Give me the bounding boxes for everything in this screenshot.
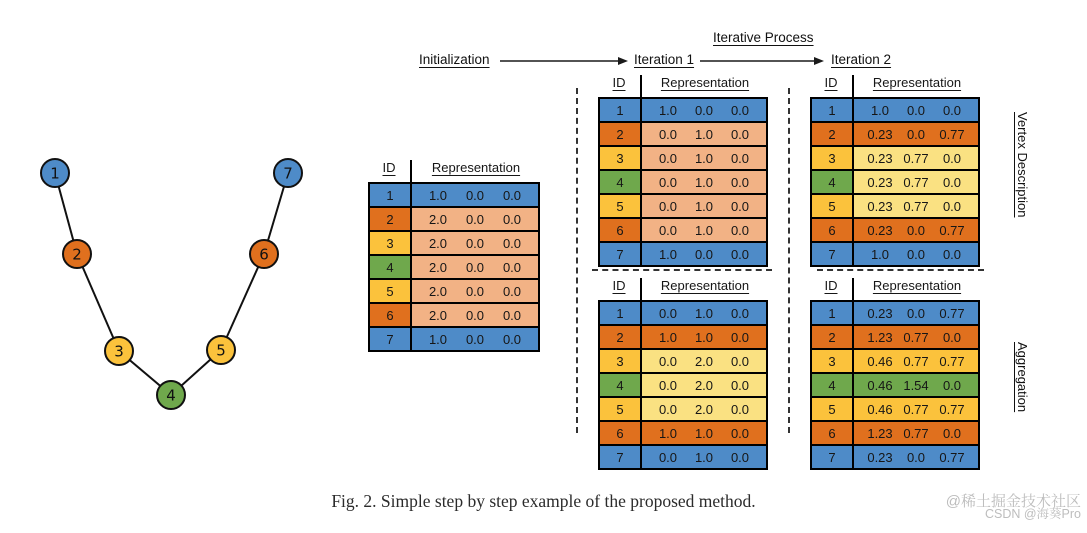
representation-value: 0.0 xyxy=(906,449,926,465)
representation-cell xyxy=(642,99,766,121)
representation-value: 1.0 xyxy=(870,246,890,262)
representation-column-header xyxy=(642,75,768,97)
id-cell: 6 xyxy=(370,304,412,326)
representation-header-label: Representation xyxy=(660,75,750,90)
representation-value: 0.0 xyxy=(730,174,750,190)
representation-header-label: Representation xyxy=(660,278,750,293)
table-row xyxy=(370,326,538,350)
representation-cell xyxy=(412,280,538,302)
table-body xyxy=(810,97,980,267)
representation-value: 0.0 xyxy=(730,305,750,321)
table-body xyxy=(598,97,768,267)
representation-value: 1.0 xyxy=(694,449,714,465)
representation-value: 0.77 xyxy=(903,329,929,345)
representation-value: 1.0 xyxy=(658,246,678,262)
table-row xyxy=(812,99,978,121)
representation-cell xyxy=(854,219,978,241)
representation-value: 0.0 xyxy=(502,331,522,347)
id-header-label: ID xyxy=(612,278,626,293)
id-cell: 4 xyxy=(812,374,854,396)
representation-value: 0.46 xyxy=(867,353,893,369)
representation-value: 0.0 xyxy=(906,126,926,142)
representation-value: 2.0 xyxy=(428,307,448,323)
table-row xyxy=(812,145,978,169)
table-row xyxy=(370,184,538,206)
representation-value: 0.0 xyxy=(465,211,485,227)
representation-value: 0.23 xyxy=(867,449,893,465)
representation-cell xyxy=(854,147,978,169)
arrowhead-iter2-icon xyxy=(814,57,824,65)
representation-value: 0.0 xyxy=(906,222,926,238)
representation-value: 1.0 xyxy=(694,126,714,142)
representation-cell xyxy=(642,219,766,241)
representation-value: 0.77 xyxy=(903,353,929,369)
representation-value: 0.0 xyxy=(730,449,750,465)
representation-value: 1.0 xyxy=(694,198,714,214)
id-cell: 4 xyxy=(600,374,642,396)
representation-value: 0.0 xyxy=(658,449,678,465)
table-row xyxy=(600,324,766,348)
dashed-separator-left xyxy=(576,88,578,433)
id-cell: 7 xyxy=(600,446,642,468)
representation-value: 0.0 xyxy=(730,102,750,118)
representation-cell xyxy=(642,446,766,468)
representation-cell xyxy=(412,304,538,326)
representation-value: 0.0 xyxy=(942,174,962,190)
dashed-separator-iter2-horizontal xyxy=(817,269,984,271)
representation-cell xyxy=(642,326,766,348)
table-row xyxy=(812,396,978,420)
representation-value: 0.0 xyxy=(730,377,750,393)
representation-value: 0.23 xyxy=(867,174,893,190)
dashed-separator-iter1-horizontal xyxy=(592,269,772,271)
representation-value: 0.0 xyxy=(502,187,522,203)
representation-value: 0.0 xyxy=(658,353,678,369)
representation-value: 0.77 xyxy=(939,305,965,321)
table-header xyxy=(810,75,980,97)
representation-value: 0.0 xyxy=(658,174,678,190)
representation-value: 1.0 xyxy=(870,102,890,118)
table-row xyxy=(600,121,766,145)
representation-value: 0.0 xyxy=(465,331,485,347)
representation-value: 0.23 xyxy=(867,305,893,321)
graph-node-label: 3 xyxy=(114,342,124,361)
table-row xyxy=(370,278,538,302)
id-cell: 3 xyxy=(812,350,854,372)
representation-value: 0.77 xyxy=(903,425,929,441)
id-cell: 6 xyxy=(812,219,854,241)
id-cell: 7 xyxy=(600,243,642,265)
graph-node-label: 6 xyxy=(259,245,269,264)
representation-value: 0.77 xyxy=(903,401,929,417)
representation-value: 0.0 xyxy=(465,235,485,251)
table-row xyxy=(600,348,766,372)
representation-value: 0.0 xyxy=(730,246,750,262)
representation-cell xyxy=(642,243,766,265)
graph-node-label: 1 xyxy=(50,164,60,183)
id-cell: 1 xyxy=(812,302,854,324)
representation-value: 0.46 xyxy=(867,401,893,417)
representation-cell xyxy=(854,195,978,217)
representation-value: 1.0 xyxy=(658,102,678,118)
id-header-label: ID xyxy=(612,75,626,90)
representation-value: 0.0 xyxy=(502,235,522,251)
representation-column-header xyxy=(854,75,980,97)
representation-value: 1.23 xyxy=(867,425,893,441)
vertex-description-side-label: Vertex Description xyxy=(1015,112,1030,218)
representation-value: 1.0 xyxy=(428,187,448,203)
representation-value: 2.0 xyxy=(694,401,714,417)
table-row xyxy=(600,169,766,193)
table-row xyxy=(812,302,978,324)
representation-value: 0.0 xyxy=(694,246,714,262)
id-cell: 7 xyxy=(812,243,854,265)
iteration2-aggregation-table xyxy=(810,278,980,470)
initialization-table xyxy=(368,160,540,352)
table-row xyxy=(600,217,766,241)
id-cell: 4 xyxy=(370,256,412,278)
graph-node-label: 2 xyxy=(72,245,82,264)
iterative-process-label: Iterative Process xyxy=(713,30,814,45)
representation-cell xyxy=(412,208,538,230)
watermark-line2: CSDN @海葵Pro xyxy=(984,506,1081,521)
id-cell: 4 xyxy=(600,171,642,193)
id-cell: 2 xyxy=(600,326,642,348)
id-cell: 5 xyxy=(370,280,412,302)
id-cell: 3 xyxy=(600,350,642,372)
flow-arrows xyxy=(0,0,1087,80)
table-row xyxy=(600,302,766,324)
table-header xyxy=(810,278,980,300)
id-cell: 4 xyxy=(812,171,854,193)
iteration-2-label: Iteration 2 xyxy=(831,52,892,67)
representation-value: 1.0 xyxy=(658,329,678,345)
graph-node-label: 7 xyxy=(283,164,293,183)
representation-value: 0.0 xyxy=(730,126,750,142)
id-header-label: ID xyxy=(382,160,396,175)
representation-value: 0.23 xyxy=(867,150,893,166)
representation-cell xyxy=(642,123,766,145)
table-row xyxy=(600,396,766,420)
table-row xyxy=(370,206,538,230)
representation-header-label: Representation xyxy=(872,278,962,293)
iteration2-vertex-description-table xyxy=(810,75,980,267)
id-cell: 2 xyxy=(812,123,854,145)
representation-value: 0.0 xyxy=(465,283,485,299)
representation-value: 0.0 xyxy=(906,246,926,262)
id-header-label: ID xyxy=(824,75,838,90)
representation-value: 2.0 xyxy=(428,259,448,275)
table-row xyxy=(812,121,978,145)
representation-cell xyxy=(642,302,766,324)
table-header xyxy=(368,160,540,182)
representation-value: 0.0 xyxy=(658,401,678,417)
representation-value: 0.23 xyxy=(867,222,893,238)
id-cell: 5 xyxy=(812,195,854,217)
representation-cell xyxy=(412,328,538,350)
representation-cell xyxy=(412,256,538,278)
representation-cell xyxy=(854,123,978,145)
representation-value: 2.0 xyxy=(428,211,448,227)
representation-value: 1.0 xyxy=(694,329,714,345)
representation-cell xyxy=(642,350,766,372)
representation-value: 0.77 xyxy=(939,449,965,465)
id-cell: 3 xyxy=(812,147,854,169)
representation-value: 0.0 xyxy=(502,211,522,227)
representation-header-label: Representation xyxy=(872,75,962,90)
representation-value: 0.0 xyxy=(694,102,714,118)
representation-value: 1.0 xyxy=(658,425,678,441)
table-row xyxy=(600,241,766,265)
representation-value: 0.0 xyxy=(502,283,522,299)
representation-cell xyxy=(854,302,978,324)
representation-value: 1.0 xyxy=(694,305,714,321)
representation-value: 0.77 xyxy=(903,150,929,166)
id-cell: 5 xyxy=(812,398,854,420)
representation-cell xyxy=(854,398,978,420)
table-body xyxy=(368,182,540,352)
representation-value: 0.0 xyxy=(942,102,962,118)
representation-value: 0.0 xyxy=(730,222,750,238)
id-cell: 3 xyxy=(600,147,642,169)
id-cell: 1 xyxy=(600,302,642,324)
id-cell: 6 xyxy=(812,422,854,444)
representation-value: 0.0 xyxy=(465,307,485,323)
representation-cell xyxy=(412,232,538,254)
representation-value: 0.0 xyxy=(658,222,678,238)
representation-value: 0.0 xyxy=(502,259,522,275)
representation-value: 0.0 xyxy=(906,305,926,321)
representation-value: 0.0 xyxy=(730,329,750,345)
iteration1-vertex-description-table xyxy=(598,75,768,267)
table-body xyxy=(810,300,980,470)
table-row xyxy=(600,145,766,169)
graph-node-label: 5 xyxy=(216,341,226,360)
representation-value: 0.0 xyxy=(730,401,750,417)
table-row xyxy=(600,99,766,121)
representation-value: 0.23 xyxy=(867,198,893,214)
table-header xyxy=(598,75,768,97)
id-cell: 1 xyxy=(812,99,854,121)
table-row xyxy=(812,217,978,241)
representation-value: 1.0 xyxy=(694,222,714,238)
id-cell: 6 xyxy=(600,219,642,241)
representation-cell xyxy=(642,147,766,169)
table-row xyxy=(812,241,978,265)
id-cell: 5 xyxy=(600,195,642,217)
representation-value: 0.0 xyxy=(942,246,962,262)
representation-value: 1.0 xyxy=(694,150,714,166)
id-cell: 2 xyxy=(370,208,412,230)
table-row xyxy=(812,324,978,348)
representation-value: 0.0 xyxy=(658,377,678,393)
representation-value: 2.0 xyxy=(428,283,448,299)
table-row xyxy=(812,348,978,372)
representation-value: 0.0 xyxy=(730,425,750,441)
id-cell: 3 xyxy=(370,232,412,254)
representation-value: 1.0 xyxy=(428,331,448,347)
representation-value: 0.77 xyxy=(939,222,965,238)
iteration1-aggregation-table xyxy=(598,278,768,470)
representation-column-header xyxy=(854,278,980,300)
representation-value: 0.0 xyxy=(465,259,485,275)
representation-value: 0.77 xyxy=(903,174,929,190)
dashed-separator-middle xyxy=(788,88,790,433)
table-row xyxy=(812,169,978,193)
id-column-header xyxy=(810,75,854,97)
table-row xyxy=(812,444,978,468)
graph-edge xyxy=(221,254,264,350)
id-cell: 2 xyxy=(812,326,854,348)
representation-value: 1.54 xyxy=(903,377,929,393)
representation-cell xyxy=(854,374,978,396)
id-header-label: ID xyxy=(824,278,838,293)
representation-cell xyxy=(642,195,766,217)
table-row xyxy=(370,230,538,254)
representation-cell xyxy=(642,171,766,193)
representation-value: 0.0 xyxy=(658,305,678,321)
representation-value: 0.0 xyxy=(465,187,485,203)
representation-column-header xyxy=(412,160,540,182)
figure-caption: Fig. 2. Simple step by step example of the proposed method. xyxy=(331,491,756,511)
id-cell: 7 xyxy=(812,446,854,468)
table-row xyxy=(600,193,766,217)
representation-cell xyxy=(854,171,978,193)
representation-value: 2.0 xyxy=(428,235,448,251)
representation-value: 0.0 xyxy=(730,353,750,369)
id-cell: 6 xyxy=(600,422,642,444)
iteration-1-label: Iteration 1 xyxy=(634,52,695,67)
graph-node-label: 4 xyxy=(166,386,176,405)
representation-cell xyxy=(854,243,978,265)
representation-value: 1.0 xyxy=(694,174,714,190)
representation-value: 0.0 xyxy=(502,307,522,323)
representation-value: 2.0 xyxy=(694,353,714,369)
representation-header-label: Representation xyxy=(431,160,521,175)
representation-cell xyxy=(642,374,766,396)
representation-value: 0.46 xyxy=(867,377,893,393)
table-row xyxy=(600,372,766,396)
representation-value: 0.77 xyxy=(903,198,929,214)
representation-value: 0.0 xyxy=(658,150,678,166)
id-cell: 7 xyxy=(370,328,412,350)
representation-value: 0.0 xyxy=(942,425,962,441)
representation-value: 0.0 xyxy=(658,198,678,214)
watermark xyxy=(946,494,1081,521)
representation-value: 0.0 xyxy=(906,102,926,118)
representation-value: 0.0 xyxy=(942,150,962,166)
table-row xyxy=(370,254,538,278)
representation-value: 0.0 xyxy=(942,198,962,214)
table-row xyxy=(370,302,538,326)
representation-value: 0.77 xyxy=(939,353,965,369)
table-row xyxy=(812,193,978,217)
id-cell: 2 xyxy=(600,123,642,145)
table-row xyxy=(812,420,978,444)
representation-cell xyxy=(412,184,538,206)
id-column-header xyxy=(810,278,854,300)
initialization-label: Initialization xyxy=(419,52,490,67)
table-body xyxy=(598,300,768,470)
representation-value: 0.0 xyxy=(730,198,750,214)
arrowhead-iter1-icon xyxy=(618,57,628,65)
representation-cell xyxy=(642,398,766,420)
representation-cell xyxy=(854,446,978,468)
representation-value: 2.0 xyxy=(694,377,714,393)
id-column-header xyxy=(368,160,412,182)
watermark-line1: @稀土掘金技术社区 xyxy=(945,493,1081,510)
representation-value: 0.0 xyxy=(730,150,750,166)
id-column-header xyxy=(598,278,642,300)
table-header xyxy=(598,278,768,300)
aggregation-side-label: Aggregation xyxy=(1015,342,1030,413)
table-row xyxy=(600,444,766,468)
representation-value: 1.0 xyxy=(694,425,714,441)
table-row xyxy=(600,420,766,444)
representation-value: 1.23 xyxy=(867,329,893,345)
id-cell: 5 xyxy=(600,398,642,420)
representation-column-header xyxy=(642,278,768,300)
representation-value: 0.0 xyxy=(658,126,678,142)
representation-cell xyxy=(854,326,978,348)
representation-value: 0.0 xyxy=(942,329,962,345)
representation-cell xyxy=(854,422,978,444)
id-cell: 1 xyxy=(600,99,642,121)
id-column-header xyxy=(598,75,642,97)
table-row xyxy=(812,372,978,396)
representation-cell xyxy=(854,350,978,372)
graph-edge xyxy=(77,254,119,351)
id-cell: 1 xyxy=(370,184,412,206)
representation-value: 0.77 xyxy=(939,401,965,417)
representation-value: 0.23 xyxy=(867,126,893,142)
representation-value: 0.77 xyxy=(939,126,965,142)
path-graph xyxy=(30,150,325,418)
representation-cell xyxy=(854,99,978,121)
representation-value: 0.0 xyxy=(942,377,962,393)
representation-cell xyxy=(642,422,766,444)
